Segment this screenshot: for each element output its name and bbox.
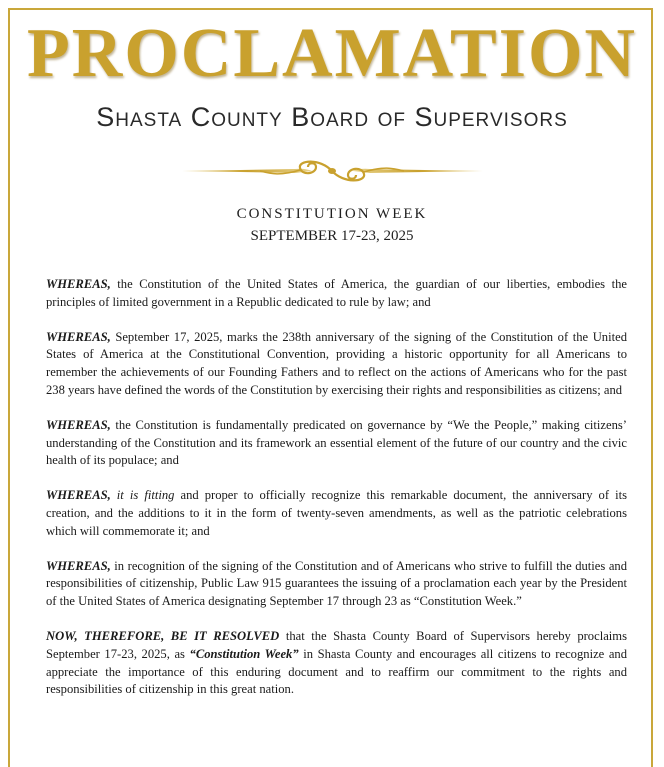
resolution-paragraph — [46, 628, 627, 699]
whereas-text-italic: it is fitting — [110, 488, 175, 503]
whereas-text: the Constitution of the United States of America, the guardian of our liberties, embodies the principles of limited government in a Republic dedicated to rule by law; and — [46, 277, 627, 309]
proclamation-title: PROCLAMATION — [27, 15, 637, 92]
resolution-text-after: in Shasta County and encourages all citizens to recognize and appreciate the importance of this enduring document and to reaffirm our commitment to the rights and responsibilities of citizenship in this great nation. — [46, 646, 628, 697]
resolution-lead: NOW, THEREFORE, BE IT RESOLVED — [46, 628, 280, 643]
whereas-text: and proper to officially recognize this remarkable document, the anniversary of its creation, and the additions to it in the form of twenty-seven amendments, as well as the patriotic celebrations which will commemorate it; and — [46, 488, 627, 538]
whereas-lead: WHEREAS, — [46, 417, 111, 432]
whereas-paragraph-3 — [46, 417, 627, 470]
whereas-text: in recognition of the signing of the Constitution and of Americans who strive to fulfill the duties and responsibilities of citizenship, Public Law 915 guarantees the issuing of a proclamation each year by the President of the United States of America designating September 17 through 23 as “Constitution Week.” — [46, 558, 627, 609]
whereas-lead: WHEREAS, — [46, 277, 111, 291]
week-dates: SEPTEMBER 17-23, 2025 — [250, 228, 414, 244]
whereas-paragraph-4 — [46, 487, 627, 540]
whereas-text: the Constitution is fundamentally predicated on governance by “We the People,” making citizens’ understanding of the Constitution and its framework an essential element of the future of our country and the civic health of its populace; and — [46, 417, 627, 468]
whereas-lead: WHEREAS, — [46, 329, 111, 344]
whereas-paragraph-2 — [46, 329, 627, 400]
board-subtitle: Shasta County Board of Supervisors — [96, 102, 568, 132]
week-title: CONSTITUTION WEEK — [236, 206, 428, 222]
whereas-paragraph-5 — [46, 558, 627, 611]
whereas-paragraph-1 — [46, 276, 627, 312]
constitution-week-emphasis: “Constitution Week” — [189, 646, 299, 661]
resolution-text-before: that the Shasta County Board of Supervisors hereby proclaims September 17-23, 2025, as — [46, 628, 627, 661]
gold-flourish-divider-icon — [180, 154, 485, 188]
proclamation-body — [46, 276, 627, 716]
whereas-text: September 17, 2025, marks the 238th anniversary of the signing of the Constitution of the United States of America at the Constitutional Convention, providing a historic opportunity for all Americans to remember the achievements of our Founding Fathers and to reflect on the actions of Americans who for the past 238 years have defined the words of the Constitution by exercising their rights and responsibilities as citizens; and — [46, 329, 627, 397]
whereas-lead: WHEREAS, — [46, 558, 111, 573]
whereas-lead: WHEREAS, — [46, 488, 111, 503]
